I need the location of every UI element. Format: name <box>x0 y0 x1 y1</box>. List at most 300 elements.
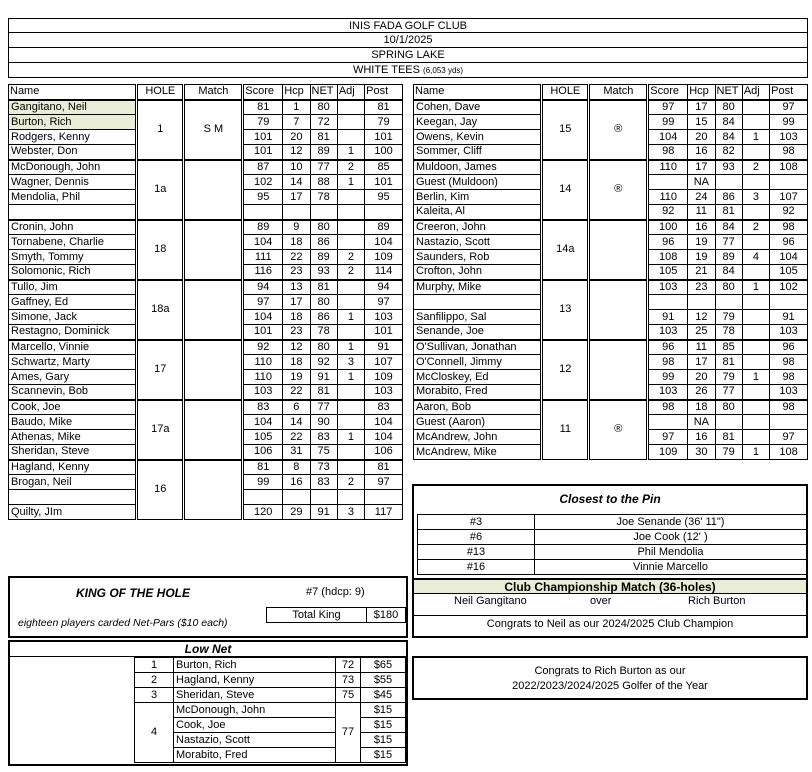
closest-to-pin-title: Closest to the Pin <box>559 492 661 506</box>
player-post: 103 <box>770 385 808 400</box>
player-adj: 2 <box>337 475 364 490</box>
player-adj: 1 <box>742 445 769 460</box>
player-name: Berlin, Kim <box>414 190 542 205</box>
player-name: Simone, Jack <box>9 310 137 325</box>
player-score: 103 <box>648 385 688 400</box>
player-score: 91 <box>648 310 688 325</box>
player-name: Tullo, Jim <box>9 280 137 295</box>
low-net-score: 72 <box>335 657 361 673</box>
player-name: Athenas, Mike <box>9 430 137 445</box>
closest-hole: #13 <box>466 546 486 558</box>
player-adj <box>742 325 769 340</box>
player-hcp: 12 <box>283 340 310 355</box>
column-header-match: Match <box>589 85 648 100</box>
player-score: 120 <box>243 505 283 520</box>
player-hcp: 12 <box>688 310 715 325</box>
player-name: Rodgers, Kenny <box>9 130 137 145</box>
player-score: 92 <box>648 205 688 220</box>
player-adj: 2 <box>742 160 769 175</box>
player-post: 96 <box>770 235 808 250</box>
player-hcp: 20 <box>688 130 715 145</box>
player-post: 108 <box>770 445 808 460</box>
player-hcp: 16 <box>688 220 715 235</box>
closest-row <box>534 544 807 560</box>
closest-to-pin-panel <box>412 484 808 590</box>
player-score: 89 <box>243 220 283 235</box>
player-post: 97 <box>770 430 808 445</box>
player-name <box>9 205 137 220</box>
player-name: Ames, Gary <box>9 370 137 385</box>
player-row <box>9 100 403 115</box>
player-hcp: 18 <box>283 235 310 250</box>
player-adj <box>742 235 769 250</box>
player-name: Mendolia, Phil <box>9 190 137 205</box>
player-score: 83 <box>243 400 283 415</box>
player-name: Saunders, Rob <box>414 250 542 265</box>
player-score: 102 <box>243 175 283 190</box>
low-net-title: Low Net <box>10 642 406 657</box>
scores-table-right <box>413 84 808 460</box>
player-net: 80 <box>715 400 742 415</box>
match-marker <box>184 280 243 340</box>
closest-row <box>534 559 807 575</box>
player-adj <box>742 355 769 370</box>
player-name: Burton, Rich <box>9 115 137 130</box>
low-net-prize: $55 <box>360 672 406 688</box>
player-adj: 2 <box>742 220 769 235</box>
player-hcp: 6 <box>283 400 310 415</box>
player-net: 80 <box>715 280 742 295</box>
golfer-of-year-line2: 2022/2023/2024/2025 Golfer of the Year <box>512 680 708 692</box>
player-adj <box>337 190 364 205</box>
player-post: 109 <box>365 370 403 385</box>
player-net <box>715 295 742 310</box>
player-name: Gangitano, Neil <box>9 100 137 115</box>
player-adj <box>337 220 364 235</box>
tee-yardage: (6,053 yds) <box>423 66 464 75</box>
player-hcp: 13 <box>283 280 310 295</box>
player-post: 94 <box>365 280 403 295</box>
player-adj <box>337 205 364 220</box>
player-net: 79 <box>715 310 742 325</box>
player-score <box>243 205 283 220</box>
player-score: 98 <box>648 400 688 415</box>
player-hcp: 26 <box>688 385 715 400</box>
championship-title: Club Championship Match (36-holes) <box>414 580 806 594</box>
player-score: 96 <box>648 235 688 250</box>
player-name: Cook, Joe <box>9 400 137 415</box>
player-hcp: 16 <box>688 145 715 160</box>
player-post: 104 <box>365 430 403 445</box>
player-net: 80 <box>310 340 337 355</box>
player-adj: 1 <box>337 145 364 160</box>
player-post: 98 <box>770 145 808 160</box>
player-hcp: 22 <box>283 385 310 400</box>
closest-row <box>417 544 535 560</box>
player-adj <box>742 115 769 130</box>
player-score: 108 <box>648 250 688 265</box>
column-header-adj: Adj <box>337 85 364 100</box>
low-net-place: 1 <box>134 657 174 673</box>
player-adj: 1 <box>337 175 364 190</box>
player-post: 101 <box>365 130 403 145</box>
player-score: 109 <box>648 445 688 460</box>
player-name: Quilty, JIm <box>9 505 137 520</box>
player-post: 100 <box>365 145 403 160</box>
player-adj: 1 <box>742 130 769 145</box>
player-net: 73 <box>310 460 337 475</box>
player-row <box>414 160 808 175</box>
player-net <box>310 490 337 505</box>
player-post: 79 <box>365 115 403 130</box>
player-adj <box>337 235 364 250</box>
golfer-of-year-line1: Congrats to Rich Burton as our <box>534 665 686 677</box>
player-name: Sommer, Cliff <box>414 145 542 160</box>
player-net: 77 <box>715 235 742 250</box>
player-name: Schwartz, Marty <box>9 355 137 370</box>
player-hcp: 31 <box>283 445 310 460</box>
low-net-name: Nastazio, Scott <box>173 732 336 748</box>
player-net: 77 <box>715 385 742 400</box>
player-hcp: 22 <box>283 430 310 445</box>
closest-hole: #16 <box>466 561 486 573</box>
hole-number: 16 <box>137 460 184 520</box>
player-score: 104 <box>648 130 688 145</box>
player-adj <box>337 325 364 340</box>
player-post: 81 <box>365 100 403 115</box>
player-score: 99 <box>648 370 688 385</box>
player-net: 85 <box>715 340 742 355</box>
hole-number: 11 <box>542 400 589 460</box>
low-net-place: 2 <box>134 672 174 688</box>
player-net: 80 <box>310 220 337 235</box>
king-note: eighteen players carded Net-Pars ($10 each) <box>18 617 228 629</box>
player-name: Morabito, Fred <box>414 385 542 400</box>
player-score: 101 <box>243 145 283 160</box>
player-hcp: 17 <box>688 160 715 175</box>
player-adj: 2 <box>337 250 364 265</box>
club-name: INIS FADA GOLF CLUB <box>8 18 808 33</box>
player-score <box>648 175 688 190</box>
player-name: Aaron, Bob <box>414 400 542 415</box>
player-post: 104 <box>770 250 808 265</box>
player-score: 87 <box>243 160 283 175</box>
player-adj <box>742 340 769 355</box>
player-name: Tornabene, Charlie <box>9 235 137 250</box>
player-post: 81 <box>365 460 403 475</box>
player-hcp: 16 <box>688 430 715 445</box>
player-net: 90 <box>310 415 337 430</box>
player-score: 110 <box>243 370 283 385</box>
closest-winner: Vinnie Marcello <box>632 561 708 573</box>
championship-congrats: Congrats to Neil as our 2024/2025 Club Champion <box>414 615 806 630</box>
player-hcp: 19 <box>688 250 715 265</box>
player-name: Guest (Muldoon) <box>414 175 542 190</box>
player-adj <box>742 295 769 310</box>
player-name: Creeron, John <box>414 220 542 235</box>
championship-winner: Neil Gangitano <box>454 595 527 607</box>
player-net: 75 <box>310 445 337 460</box>
player-adj <box>742 265 769 280</box>
player-score: 103 <box>243 385 283 400</box>
player-adj: 2 <box>337 160 364 175</box>
player-adj <box>742 205 769 220</box>
player-name: McAndrew, Mike <box>414 445 542 460</box>
player-post: 98 <box>770 220 808 235</box>
player-post: 104 <box>365 235 403 250</box>
player-post: 91 <box>365 340 403 355</box>
player-hcp: 11 <box>688 205 715 220</box>
player-hcp: 30 <box>688 445 715 460</box>
hole-number: 1a <box>137 160 184 220</box>
player-name <box>9 490 137 505</box>
player-row <box>9 400 403 415</box>
column-header-post: Post <box>770 85 808 100</box>
low-net-prize: $15 <box>360 717 406 733</box>
player-score: 97 <box>648 430 688 445</box>
player-score: 110 <box>648 160 688 175</box>
player-hcp <box>688 295 715 310</box>
player-name: Restagno, Dominick <box>9 325 137 340</box>
player-score: 81 <box>243 100 283 115</box>
column-header-score: Score <box>243 85 283 100</box>
player-score: 103 <box>648 325 688 340</box>
player-score: 98 <box>648 145 688 160</box>
hole-number: 17a <box>137 400 184 460</box>
column-header-name: Name <box>9 85 137 100</box>
player-adj: 1 <box>337 370 364 385</box>
player-net: 81 <box>310 130 337 145</box>
player-post <box>770 295 808 310</box>
player-adj <box>337 460 364 475</box>
player-hcp: 10 <box>283 160 310 175</box>
player-net: 83 <box>310 475 337 490</box>
player-score: 81 <box>243 460 283 475</box>
player-adj <box>337 400 364 415</box>
king-title: KING OF THE HOLE <box>76 586 190 600</box>
low-net-name: McDonough, John <box>173 702 336 718</box>
header <box>8 18 808 78</box>
player-hcp: 23 <box>688 280 715 295</box>
player-adj: 1 <box>742 370 769 385</box>
player-name: Senande, Joe <box>414 325 542 340</box>
column-header-hcp: Hcp <box>283 85 310 100</box>
player-post: 104 <box>365 415 403 430</box>
closest-winner: Phil Mendolia <box>637 546 704 558</box>
low-net-name: Burton, Rich <box>173 657 336 673</box>
player-adj <box>742 415 769 430</box>
player-adj <box>742 175 769 190</box>
hole-number: 14 <box>542 160 589 220</box>
player-name: Wagner, Dennis <box>9 175 137 190</box>
table-header-row <box>414 85 808 100</box>
player-hcp: 24 <box>688 190 715 205</box>
player-net: 77 <box>310 400 337 415</box>
player-net: 89 <box>310 145 337 160</box>
player-name: Kaleita, Al <box>414 205 542 220</box>
player-name: Crofton, John <box>414 265 542 280</box>
low-net-tie-score <box>335 702 361 763</box>
player-name: O'Connell, Jimmy <box>414 355 542 370</box>
player-score: 99 <box>243 475 283 490</box>
player-net: 78 <box>310 190 337 205</box>
player-post: 108 <box>770 160 808 175</box>
player-score: 95 <box>243 190 283 205</box>
player-name: O'Sullivan, Jonathan <box>414 340 542 355</box>
player-adj <box>742 430 769 445</box>
player-score: 97 <box>648 100 688 115</box>
player-net: 86 <box>310 310 337 325</box>
player-hcp: 1 <box>283 100 310 115</box>
king-total-label: Total King <box>266 607 367 623</box>
column-header-score: Score <box>648 85 688 100</box>
player-hcp: 19 <box>688 235 715 250</box>
player-score: 100 <box>648 220 688 235</box>
low-net-panel <box>8 640 408 766</box>
closest-row <box>534 514 807 530</box>
low-net-name: Sheridan, Steve <box>173 687 336 703</box>
player-adj <box>742 100 769 115</box>
player-net: 77 <box>310 160 337 175</box>
player-hcp: 11 <box>688 340 715 355</box>
player-name: Hagland, Kenny <box>9 460 137 475</box>
closest-row <box>417 529 535 545</box>
player-name: Owens, Kevin <box>414 130 542 145</box>
player-row <box>9 280 403 295</box>
player-name: Webster, Don <box>9 145 137 160</box>
hole-number: 17 <box>137 340 184 400</box>
column-header-hole: HOLE <box>137 85 184 100</box>
player-name: McDonough, John <box>9 160 137 175</box>
player-name: Cronin, John <box>9 220 137 235</box>
player-score: 101 <box>243 325 283 340</box>
player-adj: 3 <box>337 505 364 520</box>
player-hcp: 9 <box>283 220 310 235</box>
player-row <box>9 220 403 235</box>
championship-over: over <box>590 595 612 607</box>
player-post: 97 <box>770 100 808 115</box>
player-adj: 1 <box>742 280 769 295</box>
player-adj: 2 <box>337 265 364 280</box>
match-marker: ® <box>589 160 648 220</box>
player-name: Nastazio, Scott <box>414 235 542 250</box>
player-row <box>9 460 403 475</box>
player-hcp: 20 <box>688 370 715 385</box>
closest-winner: Joe Senande (36' 11") <box>616 516 725 528</box>
course-name: SPRING LAKE <box>8 48 808 63</box>
player-net: 78 <box>310 325 337 340</box>
player-post: 117 <box>365 505 403 520</box>
player-post: 102 <box>770 280 808 295</box>
player-adj: 4 <box>742 250 769 265</box>
player-score: 110 <box>243 355 283 370</box>
player-score: 94 <box>243 280 283 295</box>
player-adj <box>337 445 364 460</box>
event-date: 10/1/2025 <box>8 33 808 48</box>
player-hcp: 12 <box>283 145 310 160</box>
player-score: 97 <box>243 295 283 310</box>
player-hcp: 14 <box>283 175 310 190</box>
player-hcp: 21 <box>688 265 715 280</box>
player-hcp: 25 <box>688 325 715 340</box>
low-net-prize: $15 <box>360 702 406 718</box>
player-post: 97 <box>365 475 403 490</box>
player-name: Baudo, Mike <box>9 415 137 430</box>
player-net <box>310 205 337 220</box>
player-post: 101 <box>365 325 403 340</box>
player-hcp: NA <box>688 175 715 190</box>
player-hcp: 18 <box>283 355 310 370</box>
player-adj: 1 <box>337 340 364 355</box>
player-name: Guest (Aaron) <box>414 415 542 430</box>
player-score: 96 <box>648 340 688 355</box>
closest-hole: #6 <box>469 531 483 543</box>
king-of-hole-panel <box>8 576 408 638</box>
match-marker <box>589 220 648 280</box>
player-post: 107 <box>365 355 403 370</box>
player-adj <box>337 115 364 130</box>
player-hcp: 17 <box>283 190 310 205</box>
championship-panel <box>412 578 808 638</box>
player-net: 80 <box>310 295 337 310</box>
match-marker <box>184 460 243 520</box>
table-header-row <box>9 85 403 100</box>
match-marker <box>589 280 648 340</box>
player-hcp: NA <box>688 415 715 430</box>
player-post: 96 <box>770 340 808 355</box>
player-post: 103 <box>770 130 808 145</box>
player-name: McCloskey, Ed <box>414 370 542 385</box>
player-row <box>9 340 403 355</box>
player-adj <box>337 490 364 505</box>
match-marker <box>184 160 243 220</box>
player-adj <box>337 130 364 145</box>
player-net: 89 <box>715 250 742 265</box>
player-post: 89 <box>365 220 403 235</box>
player-score: 104 <box>243 310 283 325</box>
match-marker <box>184 340 243 400</box>
player-net: 81 <box>715 355 742 370</box>
player-post: 98 <box>770 355 808 370</box>
player-adj <box>337 100 364 115</box>
player-post: 91 <box>770 310 808 325</box>
player-hcp: 23 <box>283 325 310 340</box>
low-net-prize: $15 <box>360 747 406 763</box>
player-score: 116 <box>243 265 283 280</box>
column-header-match: Match <box>184 85 243 100</box>
column-header-post: Post <box>365 85 403 100</box>
player-score: 101 <box>243 130 283 145</box>
player-hcp: 29 <box>283 505 310 520</box>
player-post: 107 <box>770 190 808 205</box>
player-adj <box>337 280 364 295</box>
player-net: 84 <box>715 115 742 130</box>
hole-number: 18a <box>137 280 184 340</box>
column-header-net: NET <box>310 85 337 100</box>
match-marker <box>589 340 648 400</box>
player-net <box>715 415 742 430</box>
hole-number: 14a <box>542 220 589 280</box>
closest-row <box>534 529 807 545</box>
column-header-hcp: Hcp <box>688 85 715 100</box>
player-post <box>770 415 808 430</box>
player-post: 98 <box>770 400 808 415</box>
player-score: 98 <box>648 355 688 370</box>
low-net-name: Morabito, Fred <box>173 747 336 763</box>
player-score: 106 <box>243 445 283 460</box>
player-post: 103 <box>365 310 403 325</box>
player-net: 81 <box>310 385 337 400</box>
